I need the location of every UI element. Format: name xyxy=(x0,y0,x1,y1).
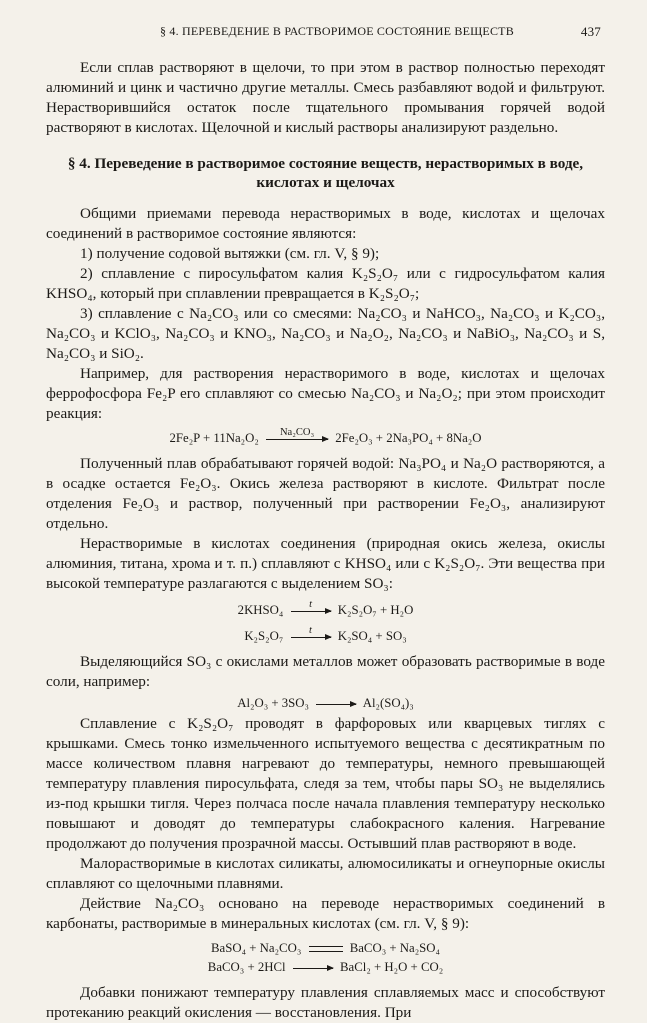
eq2-left: 2KHSO₄ xyxy=(237,603,284,617)
eq2-right: K₂S₂O₇ + H₂O xyxy=(337,603,414,617)
eq6-left: BaCO₃ + 2HCl xyxy=(207,960,286,974)
reaction-arrow xyxy=(316,704,356,705)
page-number: 437 xyxy=(580,24,601,39)
equation-baco3 xyxy=(46,959,605,975)
intro-paragraph: Если сплав растворяют в щелочи, то при этом в раствор полностью переходят алюминий и цинк и частично другие металлы. Смесь разбавляют водой и фильтруют. Нерастворившийся остаток после тщательного промывания горячей водой растворяют в кислотах. Щелочной и кислый растворы анализируют раздельно. xyxy=(46,59,605,136)
reaction-arrow xyxy=(266,426,328,440)
equation-baso4 xyxy=(46,940,605,956)
paragraph-na2co3-action: Действие Na₂CO₃ основано на переводе нерастворимых соединений в карбонаты, растворимые в минеральных кислотах (см. гл. V, § 9): xyxy=(46,895,605,932)
eq2-heat: t xyxy=(309,598,313,610)
body-text xyxy=(46,58,605,1023)
eq4-left: Al₂O₃ + 3SO₃ xyxy=(237,696,309,710)
eq3-heat: t xyxy=(309,624,312,636)
paragraph-silicates: Малорастворимые в кислотах силикаты, алюмосиликаты и огнеупорные окислы сплавляют со щелочными плавнями. xyxy=(46,855,605,892)
list-item-3: 3) сплавление с Na₂CO₃ или со смесями: Na₂CO₃ и NaHCO₃, Na₂CO₃ и K₂CO₃, Na₂CO₃ и KClO₃, Na₂CO₃ и KNO₃, Na₂CO₃ и Na₂O₂, Na₂CO₃ и NaBiO₃, Na₂CO₃ и S, Na₂CO₃ и SiO₂. xyxy=(46,305,605,362)
paragraph-so3-salts: Выделяющийся SO₃ с окислами металлов может образовать растворимые в воде соли, например: xyxy=(46,653,605,690)
eq5-left: BaSO₄ + Na₂CO₃ xyxy=(211,941,302,955)
section-heading: § 4. Переведение в растворимое состояние веществ, нерастворимых в воде, кислотах и щелочах xyxy=(67,155,584,191)
equation-k2s2o7 xyxy=(46,624,605,644)
running-head xyxy=(40,24,601,42)
eq1-catalyst: Na₂CO₃ xyxy=(279,426,315,438)
list-item-1: 1) получение содовой вытяжки (см. гл. V, § 9); xyxy=(80,245,380,262)
equation-al2o3 xyxy=(46,695,605,711)
paragraph-additives: Добавки понижают температуру плавления сплавляемых масс и способствуют протеканию реакций окисления — восстановления. При xyxy=(46,984,605,1021)
equilibrium-arrow xyxy=(309,945,343,953)
paragraph-general-methods: Общими приемами перевода нерастворимых в воде, кислотах и щелочах соединений в растворимое состояние являются: xyxy=(46,205,605,242)
eq1-left: 2Fe₂P + 11Na₂O₂ xyxy=(169,431,259,445)
eq5-right: BaCO₃ + Na₂SO₄ xyxy=(349,941,440,955)
reaction-arrow xyxy=(291,624,331,638)
reaction-arrow xyxy=(293,968,333,969)
reaction-arrow xyxy=(291,598,331,612)
paragraph-ferrophosphorus: Например, для растворения нерастворимого в воде, кислотах и щелочах феррофосфора Fe₂P его сплавляют со смесью Na₂CO₃ и Na₂O₂; при этом происходит реакция: xyxy=(46,365,605,422)
eq6-right: BaCl₂ + H₂O + CO₂ xyxy=(340,960,444,974)
eq1-right: 2Fe₂O₃ + 2Na₃PO₄ + 8Na₂O xyxy=(335,431,482,445)
eq3-right: K₂SO₄ + SO₃ xyxy=(337,629,407,643)
paragraph-melt-treatment: Полученный плав обрабатывают горячей водой: Na₃PO₄ и Na₂O растворяются, а в осадке остается Fe₂O₃. Окись железа растворяют в кислоте. Фильтрат после отделения Fe₂O₃ и раствор, полученный при растворении Fe₂O₃, анализируют отдельно. xyxy=(46,455,605,532)
eq4-right: Al₂(SO₄)₃ xyxy=(362,696,414,710)
equation-khso4 xyxy=(46,598,605,618)
paragraph-acid-insoluble: Нерастворимые в кислотах соединения (природная окись железа, окислы алюминия, титана, хрома и т. п.) сплавляют с KHSO₄ или с K₂S₂O₇. Эти вещества при высокой температуре разлагаются с выделением SO₃: xyxy=(46,535,605,592)
list-item-2: 2) сплавление с пиросульфатом калия K₂S₂O₇ или с гидросульфатом калия KHSO₄, который при сплавлении превращается в K₂S₂O₇; xyxy=(46,265,605,302)
paragraph-fusion-procedure: Сплавление с K₂S₂O₇ проводят в фарфоровых или кварцевых тиглях с крышками. Смесь тонко измельченного испытуемого вещества с десятикратным по массе количеством плавня нагревают до температуры, немного превышающей температуру плавления пиросульфата, следя за тем, чтобы пары SO₃ не выделялись из-под крышки тигля. Через полчаса после начала плавления температуру несколько повышают и доводят до температуры слабокрасного каления. Нагревание продолжают до получения прозрачной массы. Остывший плав растворяют в воде. xyxy=(46,715,605,852)
eq3-left: K₂S₂O₇ xyxy=(244,629,284,643)
equation-ferrophosphorus xyxy=(46,426,605,446)
running-head-title: § 4. ПЕРЕВЕДЕНИЕ В РАСТВОРИМОЕ СОСТОЯНИЕ ВЕЩЕСТВ xyxy=(160,24,514,38)
